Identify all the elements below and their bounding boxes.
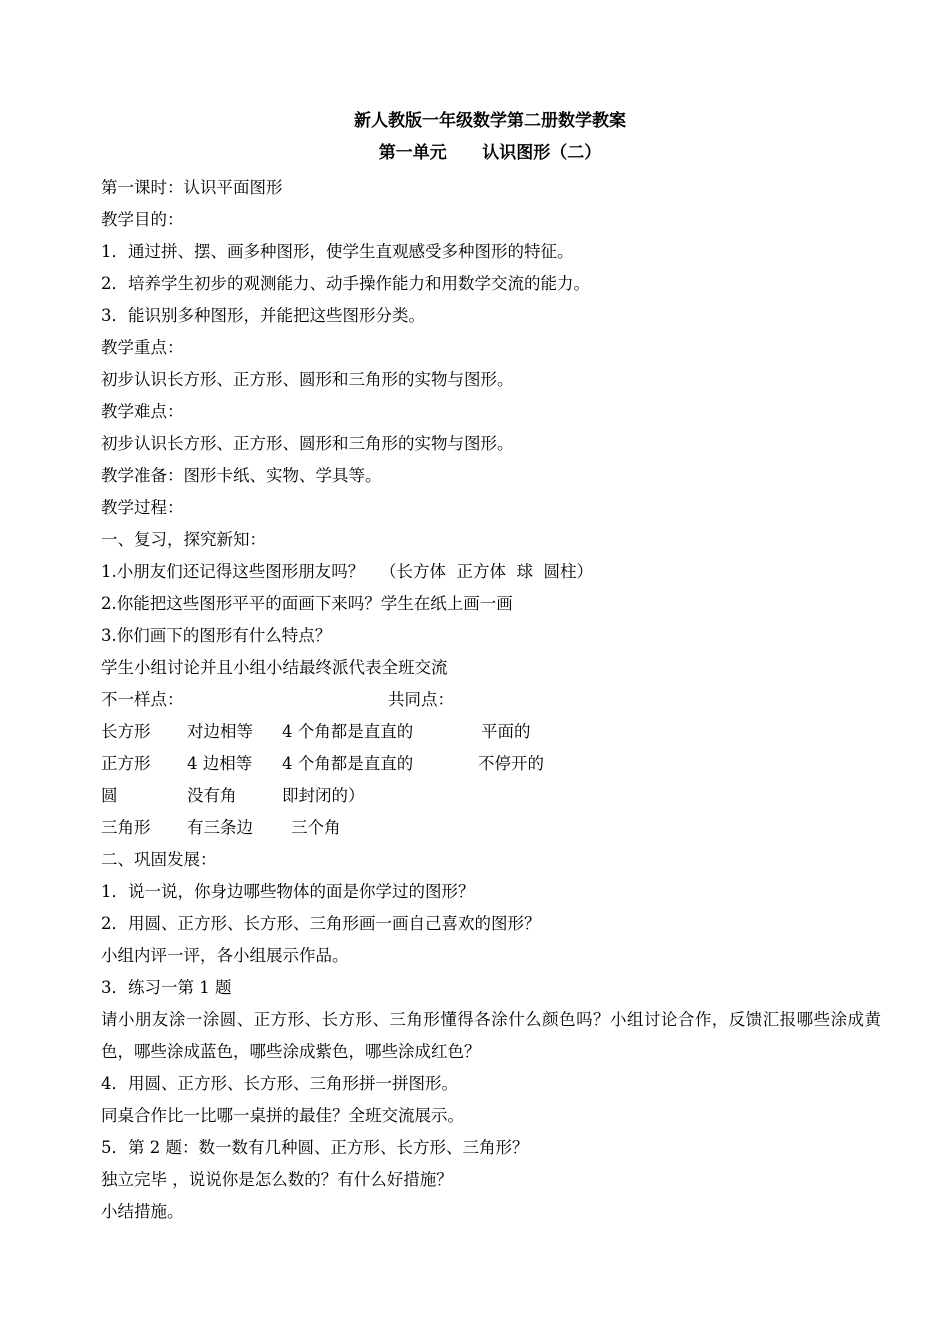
- common-feature: 不停开的: [478, 754, 544, 773]
- text-line: 同桌合作比一比哪一桌拼的最佳？全班交流展示。: [101, 1106, 464, 1125]
- text-line: 一、复习，探究新知：: [101, 530, 266, 549]
- text-line: 初步认识长方形、正方形、圆形和三角形的实物与图形。: [101, 434, 514, 453]
- shape-feature: 4 边相等: [187, 754, 253, 773]
- text-line: 初步认识长方形、正方形、圆形和三角形的实物与图形。: [101, 370, 514, 389]
- text-line: 教学准备：图形卡纸、实物、学具等。: [101, 466, 382, 485]
- shape-name: 正方形: [101, 754, 151, 773]
- comparison-row: [101, 812, 881, 844]
- text-line: 2．用圆、正方形、长方形、三角形画一画自己喜欢的图形？: [101, 914, 541, 933]
- shape-name: 三角形: [101, 818, 151, 837]
- text-line: 小结措施。: [101, 1202, 184, 1221]
- text-line: 1.小朋友们还记得这些图形朋友吗？ （长方体 正方体 球 圆柱）: [101, 562, 593, 581]
- text-line: 教学过程：: [101, 498, 184, 517]
- document-body: [101, 172, 881, 1228]
- differences-label: 不一样点：: [101, 690, 184, 709]
- text-line: 3.你们画下的图形有什么特点？: [101, 626, 332, 645]
- shape-feature: 没有角: [187, 786, 237, 805]
- text-line: 1．说一说，你身边哪些物体的面是你学过的图形？: [101, 882, 475, 901]
- text-line: 1．通过拼、摆、画多种图形，使学生直观感受多种图形的特征。: [101, 242, 574, 261]
- similarities-label: 共同点：: [388, 690, 454, 709]
- shape-feature: 4 个角都是直直的: [282, 754, 414, 773]
- shape-name: 长方形: [101, 722, 151, 741]
- common-feature: 平面的: [481, 722, 531, 741]
- text-paragraph: 请小朋友涂一涂圆、正方形、长方形、三角形懂得各涂什么颜色吗？小组讨论合作，反馈汇报哪些涂成黄色，哪些涂成蓝色，哪些涂成紫色，哪些涂成红色？: [101, 1010, 881, 1061]
- text-line: 2．培养学生初步的观测能力、动手操作能力和用数学交流的能力。: [101, 274, 590, 293]
- comparison-header: [101, 684, 881, 716]
- comparison-row: [101, 716, 881, 748]
- text-line: 小组内评一评，各小组展示作品。: [101, 946, 349, 965]
- comparison-row: [101, 780, 881, 812]
- document-title: 新人教版一年级数学第二册数学教案: [354, 111, 626, 131]
- text-line: 3．练习一第 1 题: [101, 978, 232, 997]
- shape-feature: 三个角: [291, 818, 341, 837]
- text-line: 2.你能把这些图形平平的面画下来吗？学生在纸上画一画: [101, 594, 513, 613]
- text-line: 4．用圆、正方形、长方形、三角形拼一拼图形。: [101, 1074, 458, 1093]
- shape-feature: 4 个角都是直直的: [282, 722, 414, 741]
- common-feature: 即封闭的）: [282, 786, 365, 805]
- text-line: 教学重点：: [101, 338, 184, 357]
- shape-comparison: [101, 684, 881, 844]
- unit-subtitle: 第一单元 认识图形（二）: [378, 143, 602, 163]
- text-line: 学生小组讨论并且小组小结最终派代表全班交流: [101, 658, 448, 677]
- text-line: 二、巩固发展：: [101, 850, 217, 869]
- text-line: 5．第 2 题：数一数有几种圆、正方形、长方形、三角形？: [101, 1138, 529, 1157]
- comparison-row: [101, 748, 881, 780]
- section-objectives: [101, 172, 881, 684]
- text-line: 3．能识别多种图形，并能把这些图形分类。: [101, 306, 425, 325]
- shape-name: 圆: [101, 786, 118, 805]
- text-line: 教学目的：: [101, 210, 184, 229]
- section-practice: [101, 844, 881, 1228]
- text-line: 教学难点：: [101, 402, 184, 421]
- text-line: 第一课时：认识平面图形: [101, 178, 283, 197]
- text-line: 独立完毕 ，说说你是怎么数的？有什么好措施？: [101, 1170, 453, 1189]
- shape-feature: 对边相等: [187, 722, 253, 741]
- shape-feature: 有三条边: [187, 818, 253, 837]
